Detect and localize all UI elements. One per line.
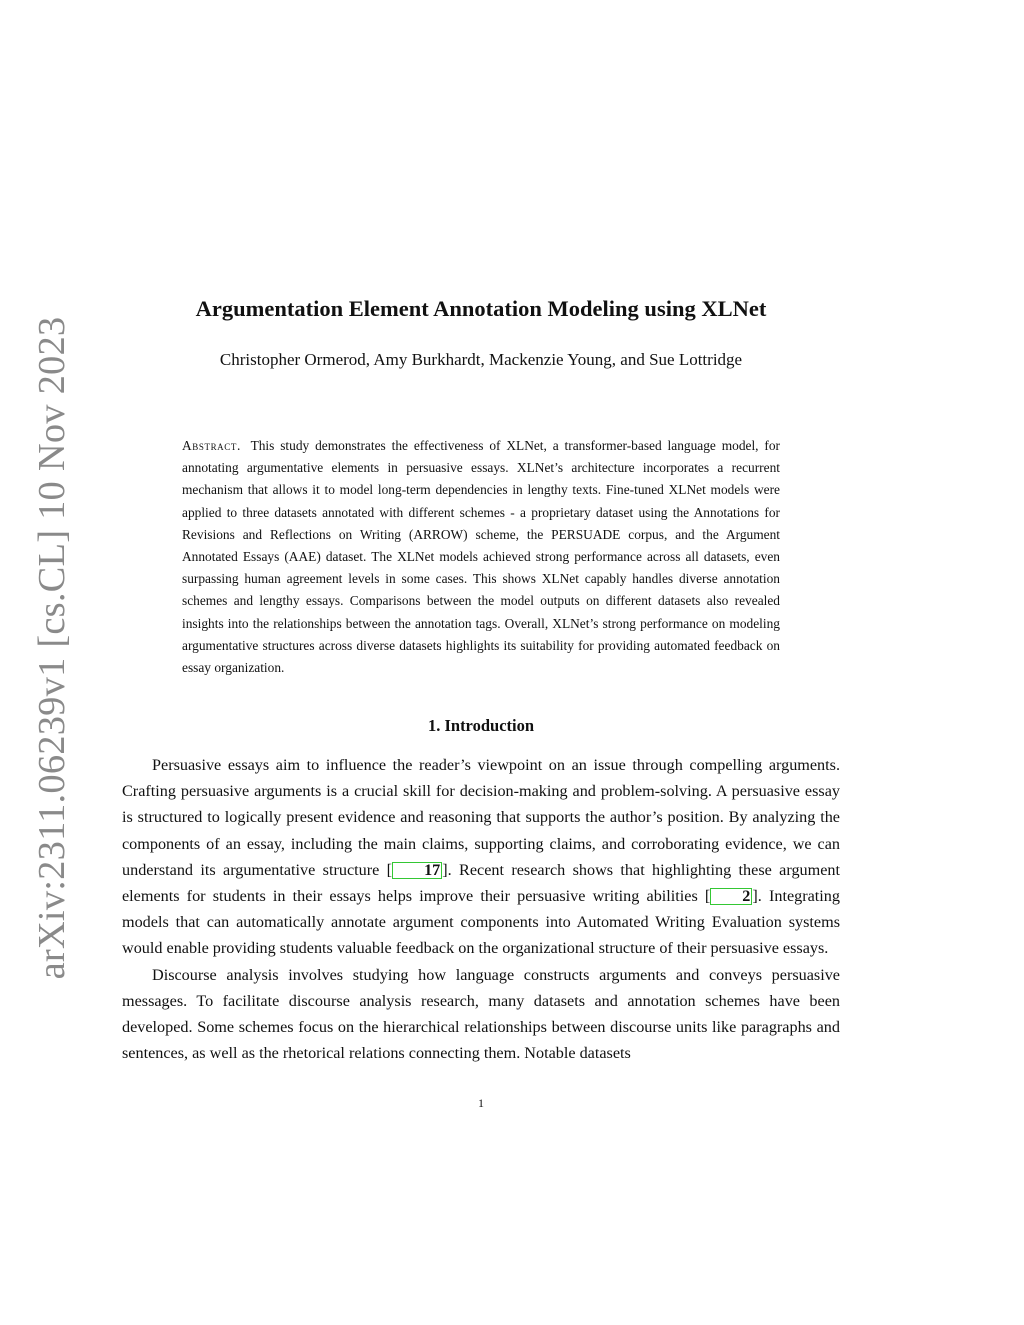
section-heading-introduction: 1. Introduction <box>427 716 535 735</box>
citation-link-17[interactable]: 17 <box>392 862 442 879</box>
page-number: 1 <box>478 1096 484 1110</box>
abstract-text: This study demonstrates the effectiveness of XLNet, a transformer-based language model, for annotating argumentative elements in persuasive essays. XLNet’s architecture incorporates a recurrent mechanism that allows it to model long-term dependencies in lengthy texts. Fine-tuned XLNet models were applied to three datasets annotated with different schemes - a proprietary dataset using the Annotations for Revisions and Reflections on Writing (ARROW) scheme, the PERSUADE corpus, and the Argument Annotated Essays (AAE) dataset. The XLNet models achieved strong performance across all datasets, even surpassing human agreement levels in some cases. This shows XLNet capably handles diverse annotation schemes and lengthy essays. Comparisons between the model outputs on different datasets also revealed insights into the relationships between the annotation tags. Overall, XLNet’s strong performance on modeling argumentative structures across diverse datasets highlights its suitability for providing automated feedback on essay organization. <box>182 438 781 676</box>
abstract-label: Abstract. <box>182 438 241 453</box>
paragraph-text: ]. Integrating models that can automatically annotate argument components into Automated Writing Evaluation systems would enable providing students valuable feedback on the organizational structure of their persuasive essays. <box>122 887 840 958</box>
citation-link-2[interactable]: 2 <box>710 888 752 905</box>
arxiv-side-stamp: arXiv:2311.06239v1 [cs.CL] 10 Nov 2023 <box>31 316 73 980</box>
body-text <box>122 752 840 1066</box>
intro-paragraph-2: Discourse analysis involves studying how language constructs arguments and conveys persuasive messages. To facilitate discourse analysis research, many datasets and annotation schemes have been developed. Some schemes focus on the hierarchical relationships between discourse units like paragraphs and sentences, as well as the rhetorical relations connecting them. Notable datasets <box>122 965 840 1063</box>
paragraph-text: Persuasive essays aim to influence the reader’s viewpoint on an issue through compelling arguments. Crafting persuasive arguments is a crucial skill for decision-making and problem-solving. A persuasive essay is structured to logically present evidence and reasoning that supports the author’s position. By analyzing the components of an essay, including the main claims, supporting claims, and corroborating evidence, we can understand its argumentative structure [ <box>122 756 840 879</box>
intro-paragraph-1 <box>122 752 840 962</box>
author-list: Christopher Ormerod, Amy Burkhardt, Mackenzie Young, and Sue Lottridge <box>219 350 743 369</box>
abstract <box>182 435 780 679</box>
paper-title: Argumentation Element Annotation Modeling using XLNet <box>195 296 767 321</box>
paragraph-text: ]. Recent research shows that highlighting these argument elements for students in their essays helps improve their persuasive writing abilities [ <box>122 860 841 906</box>
